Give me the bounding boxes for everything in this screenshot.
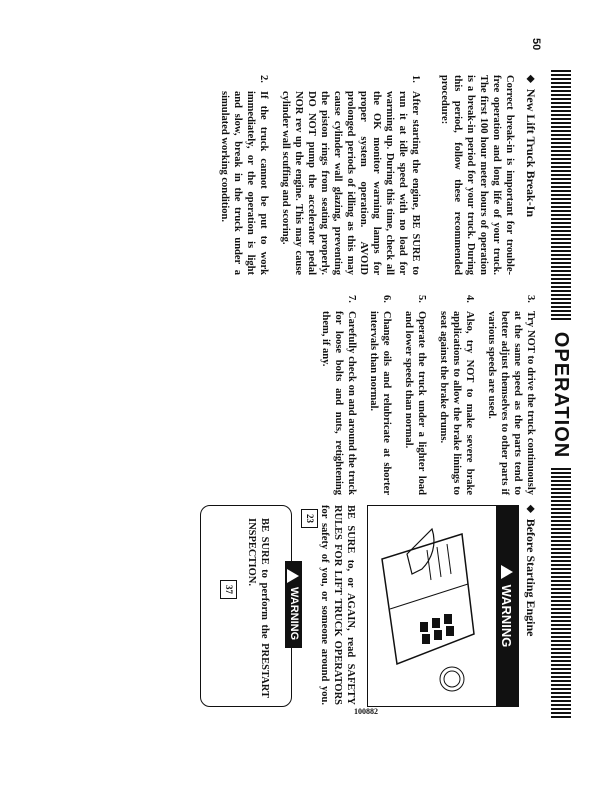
diamond-bullet-icon: ◆	[525, 75, 536, 83]
manual-reading-illustration	[374, 514, 492, 698]
warning-banner: WARNING	[496, 506, 518, 706]
break-in-intro: Correct break-in is important for trouble-free operation and long life of your truck. The first 100 hour meter hours of operation is a break-in period for your truck. During this period, follow these recommended procedure:	[439, 75, 515, 275]
page-number: 50	[530, 38, 542, 51]
list-item: 3. Try NOT to drive the truck continuously at the same speed as the parts tend to better adjust themselves to other parts if various speeds are used.	[486, 295, 536, 495]
prestart-inspection-box	[200, 505, 300, 707]
page-reference-badge: 23	[301, 509, 318, 528]
column-2	[310, 295, 537, 495]
warning-figure	[354, 505, 519, 716]
list-item: 7. Carefully check on and around the truck for loose bolts and nuts, retightening them, if any.	[320, 295, 357, 495]
section-header	[548, 70, 574, 720]
column-3	[224, 505, 538, 716]
before-start-title: ◆ Before Starting Engine	[524, 505, 538, 637]
list-item: 2. If the truck cannot be put to work immediately, or the operation is light and slow, break in the truck under a simulated working condition.	[219, 75, 269, 275]
break-in-title: ◆ New Lift Truck Break-In	[524, 75, 538, 218]
header-title: OPERATION	[550, 331, 573, 459]
list-item: 5. Operate the truck under a lighter load and lower speeds than normal.	[403, 295, 427, 495]
list-item: 4. Also, try NOT to make severe brake applications to allow the brake linings to seat against the brake drums.	[438, 295, 475, 495]
column-1	[209, 75, 537, 275]
header-rule-left	[551, 70, 571, 322]
break-in-steps-b	[319, 295, 537, 495]
safety-rules-text: BE SURE to, or AGAIN, read SAFETY RULES FOR LIFT TRUCK OPERATORS for safety of you, or someone around you. 23	[301, 505, 357, 705]
warning-triangle-icon	[501, 565, 513, 579]
diamond-bullet-icon: ◆	[525, 505, 536, 513]
page-reference-badge: 37	[220, 580, 237, 599]
break-in-steps-a	[218, 75, 422, 275]
warning-triangle-icon	[288, 569, 300, 583]
inspection-text: BE SURE to perform the PRESTART INSPECTION.	[246, 518, 270, 698]
figure-code: 100882	[354, 707, 378, 716]
inspection-warning-banner: WARNING	[285, 561, 302, 648]
header-rule-right	[551, 468, 571, 720]
list-item: 6. Change oils and relubricate at shorter intervals than normal.	[368, 295, 392, 495]
list-item: 1. After starting the engine, BE SURE to run it at idle speed with no load for warming up. During this time, check all the OK monitor warning lamps for proper system operation. AVOID prolonged periods of idling as this may cause cylinder wall glazing, preventing the piston rings from seating properly. DO NOT pump the accelerator pedal NOR rev up the engine. This may cause cylinder wall scuffing and scoring.	[280, 75, 421, 275]
